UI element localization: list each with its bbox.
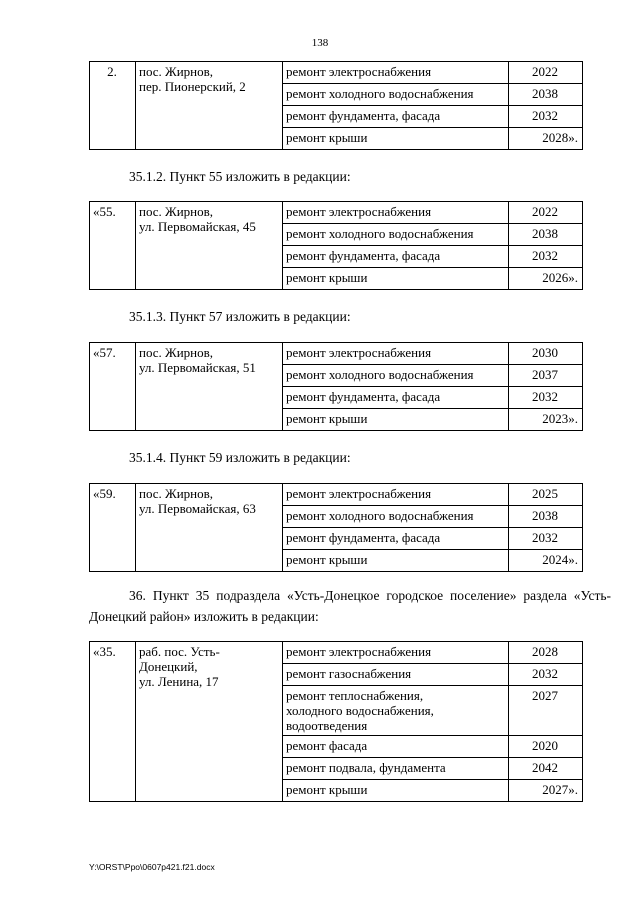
address-line: раб. пос. Усть- <box>139 644 220 659</box>
address-cell <box>136 642 283 802</box>
table-item-2 <box>89 61 583 150</box>
paragraph: 35.1.4. Пункт 59 изложить в редакции: <box>129 450 351 465</box>
address-cell <box>136 202 283 290</box>
year-cell: 2024». <box>509 550 583 572</box>
work-cell: ремонт холодного водоснабжения <box>283 224 509 246</box>
year-cell: 2032 <box>509 528 583 550</box>
work-cell: ремонт крыши <box>283 550 509 572</box>
work-cell: ремонт электроснабжения <box>283 202 509 224</box>
work-cell: ремонт крыши <box>283 409 509 431</box>
table-item-55 <box>89 201 583 290</box>
year-cell: 2028 <box>509 642 583 664</box>
address-line: ул. Ленина, 17 <box>139 674 219 689</box>
work-cell: ремонт холодного водоснабжения <box>283 365 509 387</box>
table-row <box>90 62 583 84</box>
work-cell: ремонт крыши <box>283 780 509 802</box>
work-cell: ремонт газоснабжения <box>283 664 509 686</box>
address-line: пос. Жирнов, <box>139 486 214 501</box>
year-cell: 2037 <box>509 365 583 387</box>
year-cell: 2038 <box>509 84 583 106</box>
address-line: ул. Первомайская, 45 <box>139 219 256 234</box>
address-line: ул. Первомайская, 51 <box>139 360 256 375</box>
work-cell: ремонт фундамента, фасада <box>283 106 509 128</box>
work-line: холодного водоснабжения, <box>286 703 434 718</box>
work-cell: ремонт электроснабжения <box>283 484 509 506</box>
year-cell: 2042 <box>509 758 583 780</box>
work-cell: ремонт фасада <box>283 736 509 758</box>
address-cell <box>136 484 283 572</box>
year-cell: 2026». <box>509 268 583 290</box>
paragraph: 35.1.2. Пункт 55 изложить в редакции: <box>129 169 351 184</box>
address-line: Донецкий, <box>139 659 198 674</box>
year-cell: 2038 <box>509 224 583 246</box>
table-item-59 <box>89 483 583 572</box>
year-cell: 2032 <box>509 664 583 686</box>
paragraph: 35.1.3. Пункт 57 изложить в редакции: <box>129 309 351 324</box>
file-path-footer: Y:\ORST\Ppo\0607p421.f21.docx <box>89 862 215 872</box>
year-cell: 2032 <box>509 387 583 409</box>
table-row <box>90 202 583 224</box>
address-line: пос. Жирнов, <box>139 64 214 79</box>
year-cell: 2020 <box>509 736 583 758</box>
year-cell: 2022 <box>509 202 583 224</box>
year-cell: 2032 <box>509 106 583 128</box>
work-cell: ремонт электроснабжения <box>283 642 509 664</box>
page-number: 138 <box>311 37 329 49</box>
work-cell <box>283 686 509 736</box>
year-cell: 2027». <box>509 780 583 802</box>
item-number: «59. <box>90 484 136 572</box>
work-cell: ремонт крыши <box>283 268 509 290</box>
work-cell: ремонт холодного водоснабжения <box>283 506 509 528</box>
year-cell: 2032 <box>509 246 583 268</box>
address-line: ул. Первомайская, 63 <box>139 501 256 516</box>
paragraph: 36. Пункт 35 подраздела «Усть-Донецкое городское поселение» раздела «Усть-Донецкий район» изложить в редакции: <box>89 588 611 624</box>
table-row <box>90 343 583 365</box>
item-number: 2. <box>90 62 136 150</box>
table-item-57 <box>89 342 583 431</box>
address-line: пос. Жирнов, <box>139 204 214 219</box>
address-line: пос. Жирнов, <box>139 345 214 360</box>
work-line: водоотведения <box>286 718 368 733</box>
address-cell <box>136 62 283 150</box>
year-cell: 2030 <box>509 343 583 365</box>
work-cell: ремонт электроснабжения <box>283 343 509 365</box>
work-cell: ремонт подвала, фундамента <box>283 758 509 780</box>
work-line: ремонт теплоснабжения, <box>286 688 424 703</box>
work-cell: ремонт фундамента, фасада <box>283 246 509 268</box>
work-cell: ремонт фундамента, фасада <box>283 387 509 409</box>
year-cell: 2023». <box>509 409 583 431</box>
work-cell: ремонт крыши <box>283 128 509 150</box>
work-cell: ремонт электроснабжения <box>283 62 509 84</box>
year-cell: 2025 <box>509 484 583 506</box>
item-number: «57. <box>90 343 136 431</box>
table-row <box>90 642 583 664</box>
work-cell: ремонт фундамента, фасада <box>283 528 509 550</box>
address-line: пер. Пионерский, 2 <box>139 79 246 94</box>
year-cell: 2038 <box>509 506 583 528</box>
address-cell <box>136 343 283 431</box>
work-cell: ремонт холодного водоснабжения <box>283 84 509 106</box>
table-item-35 <box>89 641 583 802</box>
item-number: «55. <box>90 202 136 290</box>
item-number: «35. <box>90 642 136 802</box>
year-cell: 2022 <box>509 62 583 84</box>
table-row <box>90 484 583 506</box>
year-cell: 2027 <box>509 686 583 736</box>
year-cell: 2028». <box>509 128 583 150</box>
